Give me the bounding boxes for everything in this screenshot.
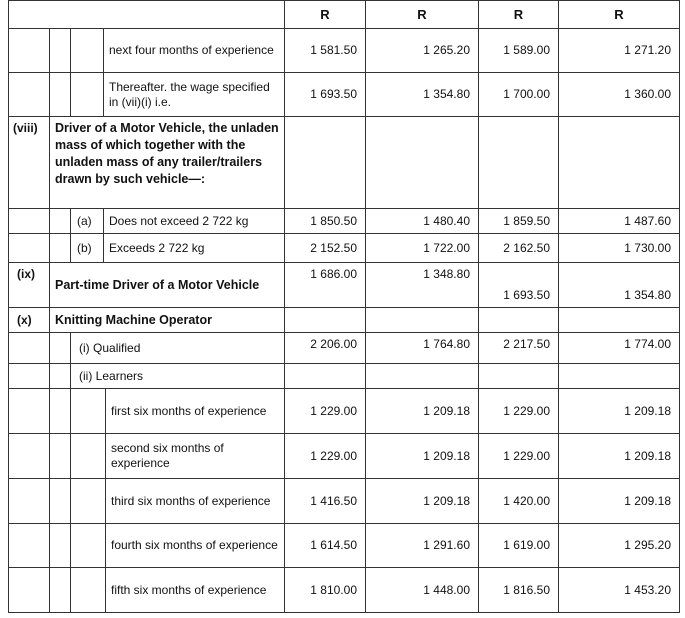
row-value: 1 209.18: [559, 389, 680, 434]
row-value: 1 209.18: [366, 389, 479, 434]
row-subsub-cell: [71, 568, 106, 613]
row-marker-cell: [8, 434, 50, 479]
row-subsub-cell: [71, 73, 104, 117]
row-value: 1 850.50: [285, 209, 366, 234]
row-value: 1 354.80: [559, 263, 680, 308]
row-marker-cell: [8, 234, 50, 263]
row-value-empty: [559, 117, 680, 209]
row-marker-cell: [8, 29, 50, 73]
row-sub-cell: [50, 209, 71, 234]
row-value-empty: [559, 308, 680, 333]
row-marker: (ix): [8, 263, 50, 308]
row-label-text: Learners: [95, 368, 144, 383]
row-marker-cell: [8, 73, 50, 117]
row-label: next four months of experience: [104, 29, 285, 73]
row-value: 1 581.50: [285, 29, 366, 73]
row-value: 1 614.50: [285, 524, 366, 568]
row-marker: (ii): [79, 368, 93, 383]
row-value: 1 354.80: [366, 73, 479, 117]
row-value-empty: [479, 308, 559, 333]
row-value: 1 295.20: [559, 524, 680, 568]
row-label: [71, 333, 285, 364]
row-sub-cell: [50, 389, 71, 434]
row-label: Driver of a Motor Vehicle, the unladen mass of which together with the unladen mass of any trailer/trailers drawn by such vehicle—:: [50, 117, 285, 209]
row-value: 1 229.00: [285, 389, 366, 434]
row-label: Exceeds 2 722 kg: [104, 234, 285, 263]
row-value: 1 229.00: [285, 434, 366, 479]
row-value: 1 686.00: [285, 263, 366, 308]
row-label: second six months of experience: [106, 434, 285, 479]
row-label: fourth six months of experience: [106, 524, 285, 568]
row-sub-cell: [50, 234, 71, 263]
row-value: 1 619.00: [479, 524, 559, 568]
row-value: 1 700.00: [479, 73, 559, 117]
row-subsub-cell: [71, 479, 106, 524]
row-marker: (viii): [8, 117, 50, 209]
row-value: 1 480.40: [366, 209, 479, 234]
row-value: 1 487.60: [559, 209, 680, 234]
row-label: first six months of experience: [106, 389, 285, 434]
row-value-empty: [285, 117, 366, 209]
row-marker: (i): [79, 340, 90, 355]
row-label: Thereafter. the wage specified in (vii)(i) i.e.: [104, 73, 285, 117]
row-marker: (a): [71, 209, 104, 234]
row-value-empty: [285, 308, 366, 333]
row-value: 1 764.80: [366, 333, 479, 364]
row-marker: (b): [71, 234, 104, 263]
row-value-empty: [366, 364, 479, 389]
row-sub-cell: [50, 333, 71, 364]
row-subsub-cell: [71, 524, 106, 568]
row-marker-cell: [8, 524, 50, 568]
row-value: 1 774.00: [559, 333, 680, 364]
row-value: 1 209.18: [559, 479, 680, 524]
row-subsub-cell: [71, 389, 106, 434]
row-value: 1 348.80: [366, 263, 479, 308]
row-marker-cell: [8, 209, 50, 234]
row-value: 1 693.50: [285, 73, 366, 117]
row-value: 1 816.50: [479, 568, 559, 613]
row-value: 1 209.18: [366, 434, 479, 479]
header-currency-3: R: [479, 0, 559, 29]
row-subsub-cell: [71, 434, 106, 479]
row-value: 1 229.00: [479, 434, 559, 479]
row-label: [71, 364, 285, 389]
row-value: 2 206.00: [285, 333, 366, 364]
row-value: 1 291.60: [366, 524, 479, 568]
row-value: 1 453.20: [559, 568, 680, 613]
row-sub-cell: [50, 364, 71, 389]
row-value: 1 589.00: [479, 29, 559, 73]
row-value: 1 209.18: [366, 479, 479, 524]
row-value: 1 730.00: [559, 234, 680, 263]
row-label: third six months of experience: [106, 479, 285, 524]
row-value: 2 152.50: [285, 234, 366, 263]
row-value-empty: [479, 117, 559, 209]
row-value: 1 416.50: [285, 479, 366, 524]
row-sub-cell: [50, 479, 71, 524]
row-value: 1 271.20: [559, 29, 680, 73]
row-value: 1 810.00: [285, 568, 366, 613]
row-value: 2 162.50: [479, 234, 559, 263]
header-label-cell: [8, 0, 285, 29]
header-currency-1: R: [285, 0, 366, 29]
row-marker: (x): [8, 308, 50, 333]
row-value-empty: [559, 364, 680, 389]
row-marker-cell: [8, 389, 50, 434]
row-label: fifth six months of experience: [106, 568, 285, 613]
row-sub-cell: [50, 73, 71, 117]
row-value: 1 722.00: [366, 234, 479, 263]
row-value: 1 265.20: [366, 29, 479, 73]
row-marker-cell: [8, 479, 50, 524]
row-value-empty: [285, 364, 366, 389]
row-marker-cell: [8, 333, 50, 364]
row-label: Part-time Driver of a Motor Vehicle: [50, 263, 285, 308]
row-label-text: Qualified: [93, 340, 141, 355]
row-subsub-cell: [71, 29, 104, 73]
row-value: 1 859.50: [479, 209, 559, 234]
row-value-empty: [366, 308, 479, 333]
header-currency-2: R: [366, 0, 479, 29]
row-value: 1 229.00: [479, 389, 559, 434]
row-value-empty: [366, 117, 479, 209]
row-sub-cell: [50, 29, 71, 73]
row-marker-cell: [8, 364, 50, 389]
row-sub-cell: [50, 434, 71, 479]
header-currency-4: R: [559, 0, 680, 29]
row-value: 1 693.50: [479, 263, 559, 308]
row-label: Does not exceed 2 722 kg: [104, 209, 285, 234]
row-sub-cell: [50, 524, 71, 568]
row-value: 1 448.00: [366, 568, 479, 613]
row-label: Knitting Machine Operator: [50, 308, 285, 333]
row-sub-cell: [50, 568, 71, 613]
row-value: 1 360.00: [559, 73, 680, 117]
row-value: 1 420.00: [479, 479, 559, 524]
row-value: 1 209.18: [559, 434, 680, 479]
row-marker-cell: [8, 568, 50, 613]
row-value-empty: [479, 364, 559, 389]
row-value: 2 217.50: [479, 333, 559, 364]
